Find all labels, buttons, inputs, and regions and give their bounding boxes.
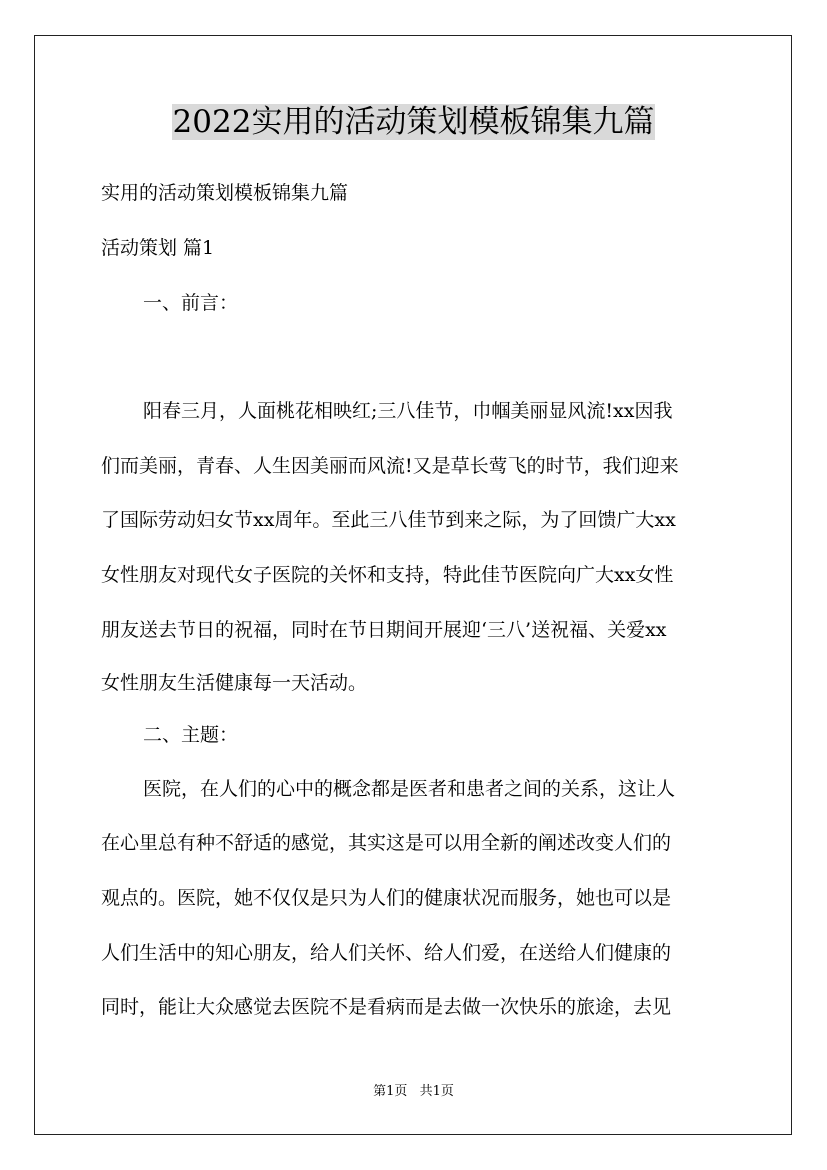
paragraph-line: 女性朋友对现代女子医院的关怀和支持，特此佳节医院向广大xx女性 bbox=[101, 564, 674, 586]
paragraph-line: 女性朋友生活健康每一天活动。 bbox=[101, 672, 368, 694]
document-title: 2022实用的活动策划模板锦集九篇 bbox=[172, 104, 655, 140]
paragraph-line: 在心里总有种不舒适的感觉，其实这是可以用全新的阐述改变人们的 bbox=[101, 832, 672, 854]
section-heading: 活动策划 篇1 bbox=[101, 237, 215, 259]
paragraph-line: 观点的。医院，她不仅仅是只为人们的健康状况而服务，她也可以是 bbox=[101, 887, 672, 909]
paragraph-line: 们而美丽，青春、人生因美丽而风流!又是草长莺飞的时节，我们迎来 bbox=[101, 455, 679, 477]
paragraph-line: 朋友送去节日的祝福，同时在节日期间开展迎‘三八’送祝福、关爱xx bbox=[101, 619, 667, 641]
paragraph-line: 阳春三月，人面桃花相映红;三八佳节，巾帼美丽显风流!xx因我 bbox=[143, 400, 673, 422]
document-subtitle: 实用的活动策划模板锦集九篇 bbox=[101, 182, 349, 204]
heading-preface: 一、前言： bbox=[143, 292, 239, 314]
page-footer bbox=[0, 1083, 827, 1101]
paragraph-line: 人们生活中的知心朋友，给人们关怀、给人们爱，在送给人们健康的 bbox=[101, 942, 672, 964]
heading-theme: 二、主题： bbox=[143, 724, 239, 746]
paragraph-line: 同时，能让大众感觉去医院不是看病而是去做一次快乐的旅途，去见 bbox=[101, 996, 672, 1018]
paragraph-line: 医院，在人们的心中的概念都是医者和患者之间的关系，这让人 bbox=[143, 778, 676, 800]
page-total: 共1页 bbox=[419, 1084, 454, 1099]
page-number: 第1页 bbox=[373, 1084, 408, 1099]
paragraph-line: 了国际劳动妇女节xx周年。至此三八佳节到来之际，为了回馈广大xx bbox=[101, 509, 676, 531]
